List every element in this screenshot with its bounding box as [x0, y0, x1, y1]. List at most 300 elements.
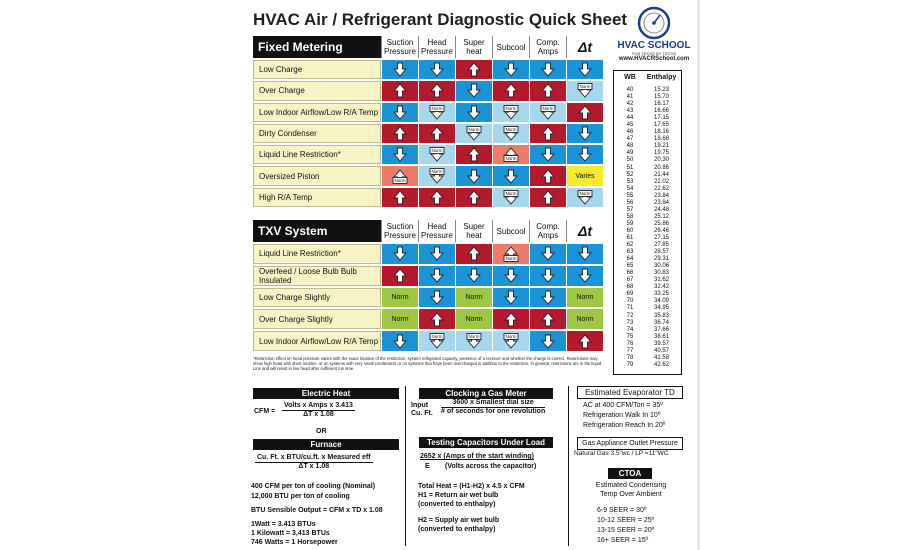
col-subcool: Subcool: [492, 36, 529, 58]
arrow-down-icon: [578, 268, 592, 283]
cell-superheat: [455, 288, 492, 308]
wb-header: WB: [624, 74, 636, 81]
arrow-down-icon: [393, 105, 407, 120]
cell-comp-amps: [529, 188, 566, 207]
wb-value: 46: [626, 129, 634, 136]
wb-row: [616, 143, 679, 150]
arrow-down-icon: [393, 334, 407, 349]
enthalpy-value: 18.16: [653, 129, 669, 136]
wb-value: 59: [626, 220, 634, 227]
arrow-down-icon: [541, 246, 555, 261]
wb-row: [616, 242, 679, 249]
wb-value: 57: [626, 206, 634, 213]
wb-row: [616, 284, 679, 291]
wb-value: 52: [626, 171, 634, 178]
wb-row: [616, 172, 679, 179]
wb-value: 70: [626, 298, 634, 305]
table-row: [253, 329, 604, 351]
row-label: Low Indoor Airflow/Low R/A Temp: [253, 331, 381, 351]
arrow-up-icon: [430, 312, 444, 327]
cell-value: Norm: [465, 293, 483, 301]
misc-line-4: 1Watt = 3.413 BTUs: [251, 521, 316, 528]
row-label: Liquid Line Restriction*: [253, 145, 381, 164]
fixed-rows: [253, 58, 604, 207]
arrow-up-icon: [430, 190, 444, 205]
row-label: Low Indoor Airflow/Low R/A Temp: [253, 103, 381, 122]
divider-1: [405, 386, 406, 546]
enthalpy-value: 29.31: [653, 256, 669, 263]
ctoa-heading: CTOA: [608, 468, 652, 479]
cell-suction-pressure: [381, 81, 418, 100]
wb-value: 43: [626, 108, 634, 115]
wb-row: [616, 87, 679, 94]
enthalpy-value: 26.46: [653, 227, 669, 234]
table-row: [253, 101, 604, 122]
logo-tagline: FOR TECHS BY TECHS: [631, 51, 676, 56]
cell-head-pressure: [418, 188, 455, 207]
enthalpy-value: 32.42: [653, 284, 669, 291]
wb-row: [616, 305, 679, 312]
row-label: Over Charge: [253, 81, 381, 100]
norm-tag: Norm: [431, 334, 443, 340]
wb-row: [616, 165, 679, 172]
cell-subcool: [492, 331, 529, 351]
wb-row: [616, 108, 679, 115]
capacitor-denominator-var: E: [425, 463, 430, 470]
arrow-up-icon: [541, 83, 555, 98]
fixed-metering-title: Fixed Metering: [253, 36, 381, 58]
arrow-up-icon: [467, 246, 481, 261]
cell-superheat: [455, 60, 492, 79]
table-row: [253, 186, 604, 207]
ctoa-line-1: 6-9 SEER = 30º: [597, 507, 647, 514]
cell-subcool: [492, 288, 529, 308]
enthalpy-value: 22.02: [653, 178, 669, 185]
cell-delta-t: [566, 81, 603, 100]
arrow-down-icon: [504, 62, 518, 77]
cell-head-pressure: [418, 166, 455, 185]
wb-value: 64: [626, 256, 634, 263]
cell-suction-pressure: [381, 188, 418, 207]
enthalpy-value: 39.57: [653, 340, 669, 347]
wb-value: 54: [626, 185, 634, 192]
wb-row: [616, 157, 679, 164]
arrow-up-icon: [430, 83, 444, 98]
arrow-down-icon: [467, 268, 481, 283]
enthalpy-value: 23.84: [653, 192, 669, 199]
cell-comp-amps: [529, 60, 566, 79]
arrow-up-icon: [504, 312, 518, 327]
wb-row: [616, 270, 679, 277]
misc-line-5: 1 Kilowatt = 3,413 BTUs: [251, 530, 330, 537]
cell-superheat: [455, 124, 492, 143]
gas-meter-lhs-2: Cu. Ft.: [411, 410, 433, 417]
cell-subcool: [492, 103, 529, 122]
wb-value: 75: [626, 333, 634, 340]
norm-tag: Norm: [505, 255, 517, 261]
arrow-up-icon: [541, 126, 555, 141]
evap-td-line-2: Refrigeration Walk In 10º: [583, 412, 661, 419]
wb-row: [616, 193, 679, 200]
total-heat-line-1: Total Heat = (H1-H2) x 4.5 x CFM: [418, 483, 525, 490]
wet-bulb-enthalpy-table: [613, 70, 682, 375]
wb-value: 73: [626, 319, 634, 326]
cell-comp-amps: [529, 145, 566, 164]
norm-tag: Norm: [505, 126, 517, 132]
cell-suction-pressure: [381, 60, 418, 79]
table-row: [253, 264, 604, 286]
wb-value: 77: [626, 347, 634, 354]
cell-delta-t: [566, 266, 603, 286]
cell-delta-t: [566, 309, 603, 329]
enthalpy-value: 41.58: [653, 354, 669, 361]
wb-row: [616, 313, 679, 320]
divider-2: [568, 386, 569, 546]
cell-suction-pressure: [381, 309, 418, 329]
norm-tag: Norm: [579, 84, 591, 90]
cell-delta-t: [566, 244, 603, 264]
page-title: HVAC Air / Refrigerant Diagnostic Quick Sheet: [253, 10, 628, 29]
arrow-up-icon: [541, 169, 555, 184]
cell-comp-amps: [529, 124, 566, 143]
furnace-formula: [255, 454, 373, 471]
capacitors-heading: Testing Capacitors Under Load: [419, 437, 553, 448]
cell-superheat: [455, 166, 492, 185]
col-superheat: Super heat: [455, 220, 492, 242]
wb-value: 74: [626, 326, 634, 333]
enthalpy-value: 36.74: [653, 319, 669, 326]
wb-table-header: [616, 74, 679, 81]
cell-comp-amps: [529, 103, 566, 122]
cell-subcool: [492, 145, 529, 164]
arrow-down-icon: [430, 62, 444, 77]
wb-value: 41: [626, 94, 634, 101]
arrow-up-icon: [393, 268, 407, 283]
cell-value: Norm: [576, 293, 594, 301]
wb-value: 45: [626, 122, 634, 129]
cell-comp-amps: [529, 244, 566, 264]
ctoa-line-4: 16+ SEER = 15º: [597, 537, 649, 544]
arrow-up-icon: [467, 147, 481, 162]
cell-superheat: [455, 244, 492, 264]
cell-head-pressure: [418, 145, 455, 164]
enthalpy-value: 25.12: [653, 213, 669, 220]
arrow-up-icon: [467, 62, 481, 77]
electric-heat-numerator: Volts x Amps x 3.413: [284, 402, 353, 409]
table-row: [253, 58, 604, 79]
txv-header-row: [253, 220, 604, 242]
page-edge: [697, 0, 700, 550]
cell-superheat: [455, 145, 492, 164]
capacitor-numerator: 2652 x (Amps of the start winding): [420, 453, 534, 460]
arrow-down-icon: [578, 62, 592, 77]
arrow-up-icon: [393, 126, 407, 141]
cell-subcool: [492, 188, 529, 207]
cell-superheat: [455, 309, 492, 329]
ctoa-subtitle-1: Estimated Condensing: [595, 482, 667, 489]
wb-value: 61: [626, 234, 634, 241]
logo-brand: HVAC SCHOOL: [617, 40, 691, 51]
arrow-down-icon: [504, 169, 518, 184]
wb-value: 44: [626, 115, 634, 122]
arrow-down-icon: [541, 290, 555, 305]
arrow-down-icon: [467, 83, 481, 98]
arrow-up-icon: [541, 190, 555, 205]
total-heat-line-3: (converted to enthalpy): [418, 501, 496, 508]
evap-td-line-1: AC at 400 CFM/Ton = 35º: [583, 402, 663, 409]
col-suction-pressure: Suction Pressure: [381, 36, 418, 58]
norm-tag: Norm: [505, 334, 517, 340]
wb-table-body: [616, 87, 679, 369]
enthalpy-value: 30.06: [653, 263, 669, 270]
cell-head-pressure: [418, 124, 455, 143]
enthalpy-value: 19.21: [653, 143, 669, 150]
gas-pressure-heading: Gas Appliance Outlet Pressure: [577, 437, 683, 450]
norm-tag: Norm: [579, 190, 591, 196]
col-head-pressure: Head Pressure: [418, 220, 455, 242]
enthalpy-value: 19.75: [653, 150, 669, 157]
arrow-up-icon: [430, 126, 444, 141]
wb-row: [616, 136, 679, 143]
arrow-down-icon: [541, 334, 555, 349]
wb-row: [616, 186, 679, 193]
enthalpy-value: 37.66: [653, 326, 669, 333]
wb-value: 66: [626, 270, 634, 277]
logo-url: www.HVACRSchool.com: [618, 56, 690, 62]
arrow-up-icon: [393, 83, 407, 98]
table-row: [253, 164, 604, 185]
wb-value: 72: [626, 312, 634, 319]
col-head-pressure: Head Pressure: [418, 36, 455, 58]
wb-value: 49: [626, 150, 634, 157]
wb-row: [616, 129, 679, 136]
norm-tag: Norm: [431, 148, 443, 154]
wb-value: 65: [626, 263, 634, 270]
electric-heat-heading: Electric Heat: [253, 388, 399, 399]
col-suction-pressure: Suction Pressure: [381, 220, 418, 242]
arrow-up-icon: [504, 83, 518, 98]
enthalpy-value: 25.86: [653, 220, 669, 227]
electric-heat-formula: [282, 402, 355, 419]
norm-tag: Norm: [505, 105, 517, 111]
furnace-numerator: Cu. Ft. x BTU/cu.ft. x Measured eff: [257, 454, 371, 461]
cell-value: Norm: [576, 315, 594, 323]
wb-row: [616, 263, 679, 270]
cell-suction-pressure: [381, 145, 418, 164]
cell-head-pressure: [418, 288, 455, 308]
cell-delta-t: [566, 188, 603, 207]
wb-row: [616, 334, 679, 341]
wb-value: 47: [626, 136, 634, 143]
wb-row: [616, 256, 679, 263]
col-delta-t: Δt: [566, 220, 603, 242]
wb-value: 51: [626, 164, 634, 171]
wb-row: [616, 122, 679, 129]
col-superheat: Super heat: [455, 36, 492, 58]
norm-tag: Norm: [468, 334, 480, 340]
wb-row: [616, 200, 679, 207]
cell-delta-t: [566, 60, 603, 79]
arrow-up-icon: [393, 190, 407, 205]
cell-suction-pressure: [381, 244, 418, 264]
table-row: [253, 307, 604, 329]
norm-tag: Norm: [431, 169, 443, 175]
or-label: OR: [316, 428, 327, 435]
cell-delta-t: [566, 103, 603, 122]
enthalpy-value: 20.86: [653, 164, 669, 171]
gas-meter-lhs-1: Input: [411, 402, 429, 409]
row-label: Over Charge Slightly: [253, 309, 381, 329]
table-row: [253, 122, 604, 143]
col-subcool: Subcool: [492, 220, 529, 242]
cell-suction-pressure: [381, 266, 418, 286]
col-delta-t: Δt: [566, 36, 603, 58]
enthalpy-value: 17.65: [653, 122, 669, 129]
wb-row: [616, 355, 679, 362]
txv-system-title: TXV System: [253, 220, 381, 242]
cell-subcool: [492, 60, 529, 79]
enthalpy-value: 34.09: [653, 298, 669, 305]
wb-value: 62: [626, 242, 634, 249]
total-heat-line-5: (converted to enthalpy): [418, 526, 496, 533]
enthalpy-value: 22.62: [653, 185, 669, 192]
gas-meter-numerator: 3600 x Smallest dial size: [441, 399, 545, 408]
cell-superheat: [455, 103, 492, 122]
col-comp-amps: Comp. Amps: [529, 220, 566, 242]
enthalpy-value: 15.70: [653, 94, 669, 101]
arrow-down-icon: [467, 105, 481, 120]
enthalpy-value: 30.83: [653, 270, 669, 277]
arrow-down-icon: [541, 62, 555, 77]
total-heat-line-4: H2 = Supply air wet bulb: [418, 517, 500, 524]
enthalpy-value: 18.68: [653, 136, 669, 143]
cell-superheat: [455, 331, 492, 351]
norm-tag: Norm: [468, 126, 480, 132]
col-comp-amps: Comp. Amps: [529, 36, 566, 58]
arrow-down-icon: [430, 268, 444, 283]
txv-rows: [253, 242, 604, 351]
cell-delta-t: [566, 331, 603, 351]
misc-line-1: 400 CFM per ton of cooling (Nominal): [251, 483, 376, 490]
cell-superheat: [455, 188, 492, 207]
fixed-metering-table: [253, 36, 604, 207]
enthalpy-value: 28.57: [653, 249, 669, 256]
enthalpy-value: 21.44: [653, 171, 669, 178]
wb-value: 55: [626, 192, 634, 199]
wb-row: [616, 214, 679, 221]
cell-value: Norm: [391, 315, 409, 323]
cell-head-pressure: [418, 60, 455, 79]
norm-tag: Norm: [431, 105, 443, 111]
wb-value: 79: [626, 361, 634, 368]
wb-value: 67: [626, 277, 634, 284]
wb-value: 60: [626, 227, 634, 234]
ctoa-subtitle-2: Temp Over Ambient: [600, 491, 662, 498]
cell-delta-t: [566, 288, 603, 308]
arrow-down-icon: [430, 290, 444, 305]
wb-row: [616, 228, 679, 235]
arrow-up-icon: [578, 334, 592, 349]
cell-suction-pressure: [381, 288, 418, 308]
cell-subcool: [492, 166, 529, 185]
wb-row: [616, 150, 679, 157]
enthalpy-value: 16.17: [653, 101, 669, 108]
electric-heat-lhs: CFM =: [254, 408, 276, 415]
capacitor-denominator: (Volts across the capacitor): [445, 463, 537, 470]
cell-delta-t: [566, 124, 603, 143]
hvac-school-logo: [614, 6, 694, 72]
norm-tag: Norm: [542, 105, 554, 111]
wb-value: 42: [626, 101, 634, 108]
cell-superheat: [455, 81, 492, 100]
wb-row: [616, 221, 679, 228]
cell-comp-amps: [529, 288, 566, 308]
enthalpy-value: 24.48: [653, 206, 669, 213]
norm-tag: Norm: [505, 190, 517, 196]
arrow-down-icon: [467, 169, 481, 184]
enthalpy-value: 15.23: [653, 87, 669, 93]
enthalpy-value: 27.15: [653, 234, 669, 241]
cell-subcool: [492, 309, 529, 329]
wb-value: 69: [626, 291, 634, 298]
gas-meter-formula: [441, 399, 545, 416]
wb-row: [616, 249, 679, 256]
restriction-footnote: *Restriction effect on head pressure varies with the exact location of the restriction, system refrigerant capacity, presence of a receiver and whether the charge is correct. Restrictions may show high head with short runtime, or on systems with very small condensers or on systems that have been overcharged in addition to the restriction. In general, restrictions are in the liquid Line and will result in low head after sufficient run time.: [253, 356, 602, 371]
misc-line-3: BTU Sensible Output = CFM x TD x 1.08: [251, 507, 383, 514]
cell-head-pressure: [418, 309, 455, 329]
wb-row: [616, 207, 679, 214]
wb-value: 48: [626, 143, 634, 150]
enthalpy-value: 35.83: [653, 312, 669, 319]
wb-row: [616, 101, 679, 108]
enthalpy-value: 33.25: [653, 291, 669, 298]
fixed-header-row: [253, 36, 604, 58]
wb-row: [616, 298, 679, 305]
electric-heat-denominator: ΔT x 1.08: [303, 411, 334, 418]
cell-head-pressure: [418, 103, 455, 122]
enthalpy-value: 38.61: [653, 333, 669, 340]
wb-value: 58: [626, 213, 634, 220]
gas-meter-denominator: # of seconds for one revolution: [441, 408, 546, 415]
cell-comp-amps: [529, 266, 566, 286]
arrow-down-icon: [578, 147, 592, 162]
cell-head-pressure: [418, 331, 455, 351]
wb-value: 40: [626, 87, 634, 93]
misc-line-6: 746 Watts = 1 Horsepower: [251, 539, 338, 546]
row-label: Low Charge Slightly: [253, 288, 381, 308]
cell-value: Varies: [575, 172, 595, 180]
norm-tag: Norm: [505, 156, 517, 162]
arrow-down-icon: [504, 290, 518, 305]
arrow-down-icon: [504, 268, 518, 283]
enthalpy-header: Enthalpy: [646, 74, 677, 81]
enthalpy-value: 27.85: [653, 242, 669, 249]
wb-value: 53: [626, 178, 634, 185]
enthalpy-value: 40.57: [653, 347, 669, 354]
cell-head-pressure: [418, 266, 455, 286]
wb-row: [616, 277, 679, 284]
wb-value: 76: [626, 340, 634, 347]
arrow-down-icon: [393, 246, 407, 261]
ctoa-line-2: 10-12 SEER = 25º: [597, 517, 655, 524]
evap-td-heading: Estimated Evaporator TD: [577, 386, 683, 399]
wb-row: [616, 341, 679, 348]
evap-td-line-3: Refrigeration Reach In 20º: [583, 422, 666, 429]
arrow-down-icon: [430, 246, 444, 261]
enthalpy-value: 17.15: [653, 115, 669, 122]
wb-row: [616, 348, 679, 355]
wb-value: 78: [626, 354, 634, 361]
